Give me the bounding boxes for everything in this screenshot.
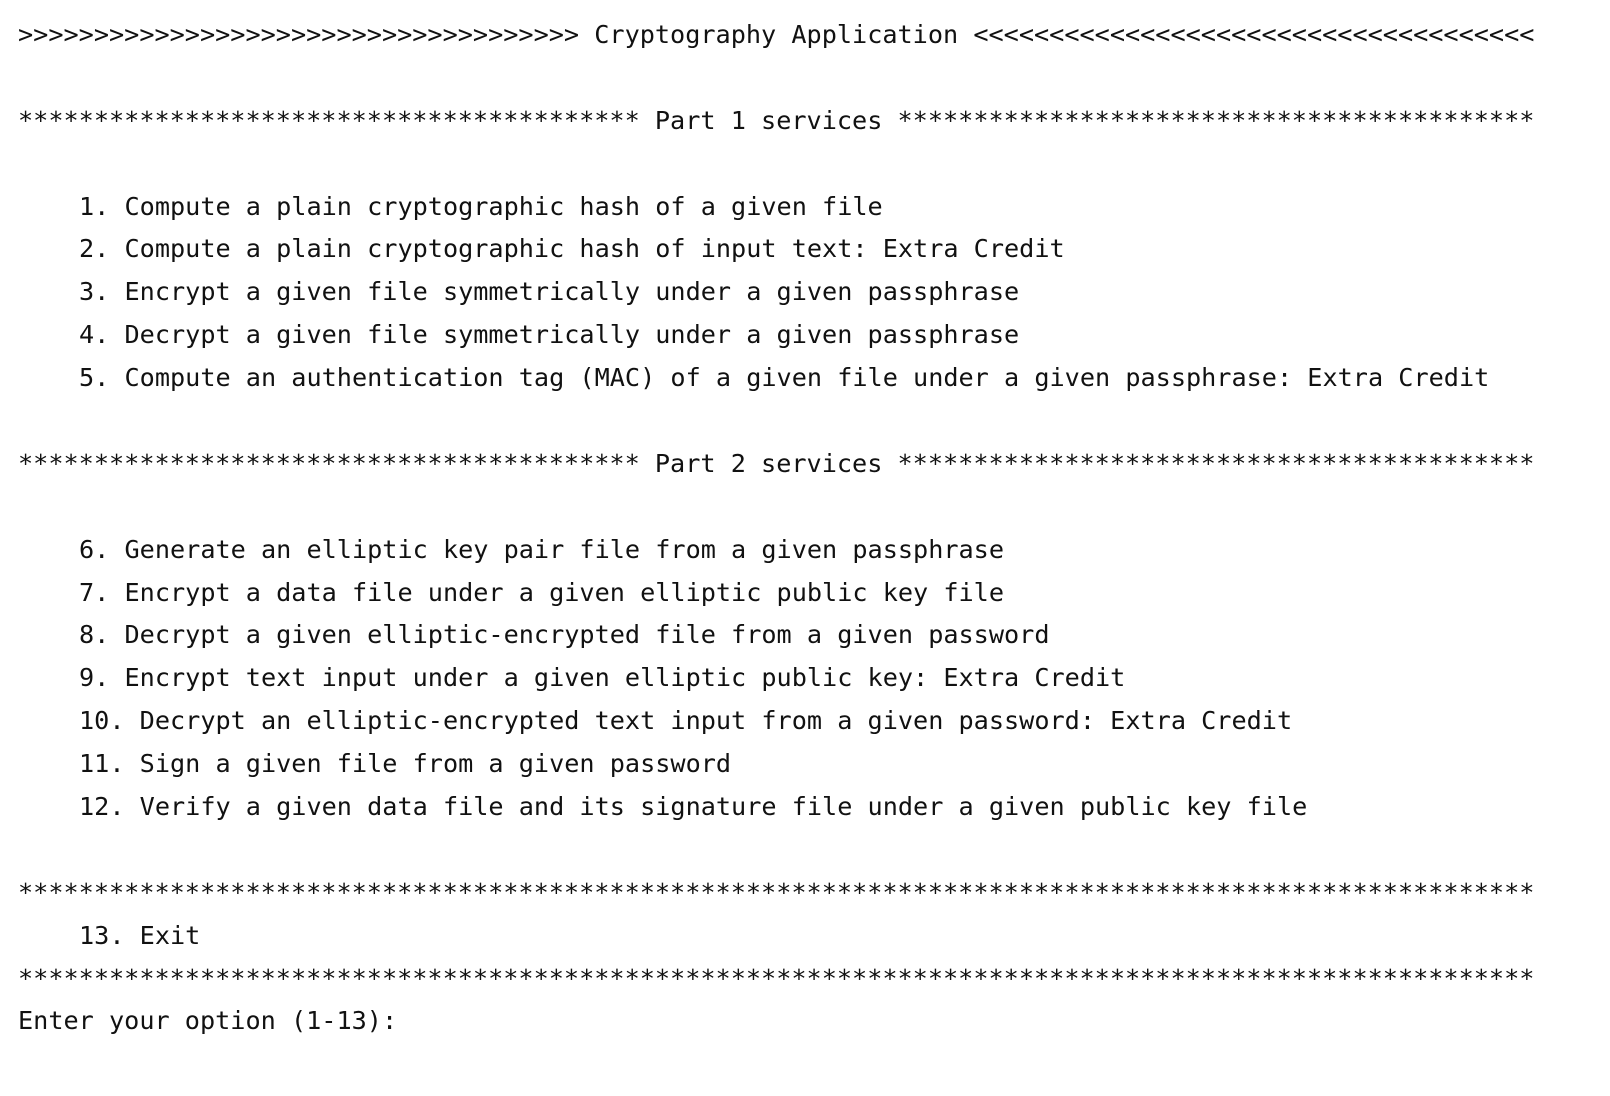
option-prompt-input[interactable]: Enter your option (1-13): bbox=[18, 1006, 398, 1036]
menu-item-9: 9. Encrypt text input under a given elliptic public key: Extra Credit bbox=[79, 663, 1126, 693]
menu-item-8: 8. Decrypt a given elliptic-encrypted file from a given password bbox=[79, 620, 1050, 650]
separator-line: **************************************************************************************************** bbox=[18, 877, 1535, 907]
part1-heading: ***************************************** Part 1 services ****************************************** bbox=[18, 105, 1535, 135]
menu-item-7: 7. Encrypt a data file under a given elliptic public key file bbox=[79, 577, 1005, 607]
menu-item-6: 6. Generate an elliptic key pair file from a given passphrase bbox=[79, 534, 1005, 564]
app-title-banner: >>>>>>>>>>>>>>>>>>>>>>>>>>>>>>>>>>>>> Cryptography Application <<<<<<<<<<<<<<<<<<<<<<<<<<<<<<<<<<<<< bbox=[18, 20, 1535, 49]
part2-heading: ***************************************** Part 2 services ****************************************** bbox=[18, 448, 1535, 478]
menu-item-exit: 13. Exit bbox=[79, 920, 201, 950]
menu-item-3: 3. Encrypt a given file symmetrically under a given passphrase bbox=[79, 277, 1020, 307]
menu-item-1: 1. Compute a plain cryptographic hash of a given file bbox=[79, 191, 883, 221]
menu-item-11: 11. Sign a given file from a given password bbox=[79, 749, 732, 779]
blank-line bbox=[18, 400, 1610, 443]
blank-line bbox=[18, 486, 1610, 529]
blank-line bbox=[18, 57, 1610, 100]
blank-line bbox=[18, 829, 1610, 872]
blank-line bbox=[18, 143, 1610, 186]
separator-line: **************************************************************************************************** bbox=[18, 963, 1535, 993]
menu-item-12: 12. Verify a given data file and its signature file under a given public key file bbox=[79, 792, 1308, 822]
menu-item-5: 5. Compute an authentication tag (MAC) of a given file under a given passphrase: Extra Credit bbox=[79, 363, 1490, 393]
menu-item-2: 2. Compute a plain cryptographic hash of input text: Extra Credit bbox=[79, 234, 1065, 264]
menu-item-10: 10. Decrypt an elliptic-encrypted text input from a given password: Extra Credit bbox=[79, 706, 1293, 736]
menu-item-4: 4. Decrypt a given file symmetrically under a given passphrase bbox=[79, 320, 1020, 350]
